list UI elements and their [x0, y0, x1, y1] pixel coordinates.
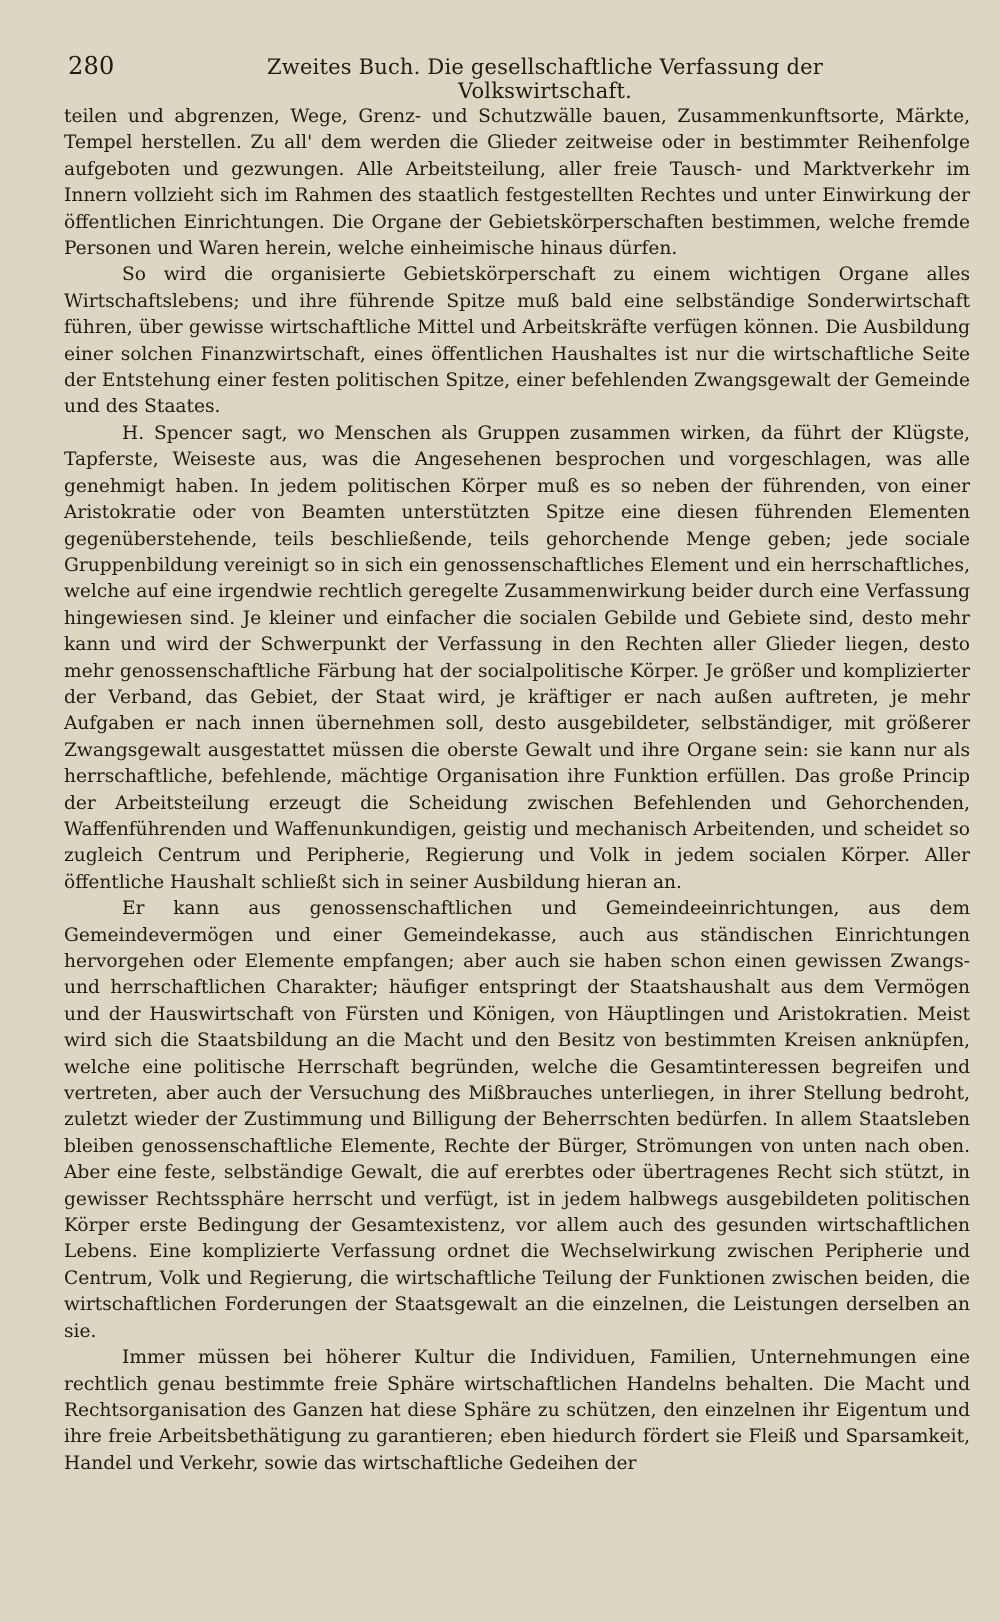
running-head: Zweites Buch. Die gesellschaftliche Verfassung der Volkswirtschaft. — [266, 55, 824, 103]
paragraph: H. Spencer sagt, wo Menschen als Gruppen zusammen wirken, da führt der Klügste, Tapferste, Weiseste aus, was die Angesehenen besprochen und vorgeschlagen, was alle genehmigt haben. In jedem politischen Körper muß es so neben der führenden, von einer Aristokratie oder von Beamten unterstützten Spitze eine diesen führenden Elementen gegenüberstehende, teils beschließende, teils gehorchende Menge geben; jede sociale Gruppenbildung vereinigt so in sich ein genossenschaftliches Element und ein herrschaftliches, welche auf eine irgendwie rechtlich geregelte Zusammenwirkung beider durch eine Verfassung hingewiesen sind. Je kleiner und einfacher die socialen Gebilde und Gebiete sind, desto mehr kann und wird der Schwerpunkt der Verfassung in den Rechten aller Glieder liegen, desto mehr genossenschaftliche Färbung hat der socialpolitische Körper. Je größer und komplizierter der Verband, das Gebiet, der Staat wird, je kräftiger er nach außen auftreten, je mehr Aufgaben er nach innen übernehmen soll, desto ausgebildeter, selbständiger, mit größerer Zwangsgewalt ausgestattet müssen die oberste Gewalt und ihre Organe sein: sie kann nur als herrschaftliche, befehlende, mächtige Organisation ihre Funktion erfüllen. Das große Princip der Arbeitsteilung erzeugt die Scheidung zwischen Befehlenden und Gehorchenden, Waffenführenden und Waffenunkundigen, geistig und mechanisch Arbeitenden, und scheidet so zugleich Centrum und Peripherie, Regierung und Volk in jedem socialen Körper. Aller öffentliche Haushalt schließt sich in seiner Ausbildung hieran an. — [64, 422, 970, 893]
paragraph: So wird die organisierte Gebietskörperschaft zu einem wichtigen Organe alles Wirtschaftslebens; und ihre führende Spitze muß bald eine selbständige Sonderwirtschaft führen, über gewisse wirtschaftliche Mittel und Arbeitskräfte verfügen können. Die Ausbildung einer solchen Finanzwirtschaft, eines öffentlichen Haushaltes ist nur die wirtschaftliche Seite der Entstehung einer festen politischen Spitze, einer befehlenden Zwangsgewalt der Gemeinde und des Staates. — [64, 264, 970, 418]
body-text — [64, 104, 970, 1477]
paragraph-continuation: teilen und abgrenzen, Wege, Grenz- und Schutzwälle bauen, Zusammenkunftsorte, Märkte, Tempel herstellen. Zu all' dem werden die Glieder zeitweise oder in bestimmter Reihenfolge aufgeboten und gezwungen. Alle Arbeitsteilung, aller freie Tausch- und Marktverkehr im Innern vollzieht sich im Rahmen des staatlich festgestellten Rechtes und unter Einwirkung der öffentlichen Einrichtungen. Die Organe der Gebietskörperschaften bestimmen, welche fremde Personen und Waren herein, welche einheimische hinaus dürfen. — [64, 106, 970, 260]
page-number: 280 — [68, 52, 115, 80]
paragraph: Er kann aus genossenschaftlichen und Gemeindeeinrichtungen, aus dem Gemeindevermögen und einer Gemeindekasse, auch aus ständischen Einrichtungen hervorgehen oder Elemente empfangen; aber auch sie haben schon einen gewissen Zwangs- und herrschaftlichen Charakter; häufiger entspringt der Staatshaushalt aus dem Vermögen und der Hauswirtschaft von Fürsten und Königen, von Häuptlingen und Aristokratien. Meist wird sich die Staatsbildung an die Macht und den Besitz von bestimmten Kreisen anknüpfen, welche eine politische Herrschaft begründen, welche die Gesamtinteressen begreifen und vertreten, aber auch der Versuchung des Mißbrauches unterliegen, in ihrer Stellung bedroht, zuletzt wieder der Zustimmung und Billigung der Beherrschten bedürfen. In allem Staatsleben bleiben genossenschaftliche Elemente, Rechte der Bürger, Strömungen von unten nach oben. Aber eine feste, selbständige Gewalt, die auf ererbtes oder übertragenes Recht sich stützt, in gewisser Rechtssphäre herrscht und verfügt, ist in jedem halbwegs ausgebildeten politischen Körper erste Bedingung der Gesamtexistenz, vor allem auch des gesunden wirtschaftlichen Lebens. Eine komplizierte Verfassung ordnet die Wechselwirkung zwischen Peripherie und Centrum, Volk und Regierung, die wirtschaftliche Teilung der Funktionen zwischen beiden, die wirtschaftlichen Forderungen der Staatsgewalt an die einzelnen, die Leistungen derselben an sie. — [64, 898, 970, 1342]
paragraph: Immer müssen bei höherer Kultur die Individuen, Familien, Unternehmungen eine rechtlich genau bestimmte freie Sphäre wirtschaftlichen Handelns behalten. Die Macht und Rechtsorganisation des Ganzen hat diese Sphäre zu schützen, den einzelnen ihr Eigentum und ihre freie Arbeitsbethätigung zu garantieren; eben hiedurch fördert sie Fleiß und Sparsamkeit, Handel und Verkehr, sowie das wirtschaftliche Gedeihen der — [64, 1347, 970, 1474]
page-header — [68, 52, 962, 103]
